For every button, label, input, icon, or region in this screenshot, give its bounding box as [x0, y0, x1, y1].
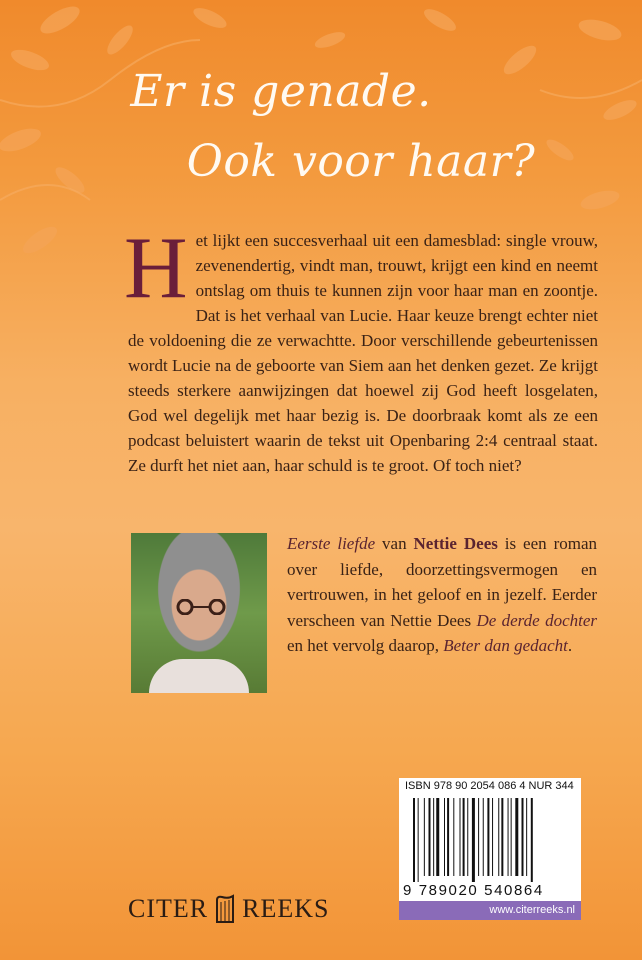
bio-author: Nettie Dees	[413, 534, 498, 553]
bio-text: is een roman over liefde, doorzettingsvermogen en vertrouwen, in het geloof en in jezelf. Eerder verscheen van Nettie Dees	[287, 534, 597, 630]
author-shirt	[149, 659, 249, 693]
headline-line-1: Er is genade.	[130, 66, 432, 117]
bio-van: van	[375, 534, 414, 553]
bio-book-1: De derde dochter	[476, 610, 597, 630]
bio-end: .	[567, 636, 573, 655]
barcode-box	[399, 778, 581, 920]
publisher-logo	[128, 893, 329, 925]
bio-book-2: Beter dan gedacht	[443, 636, 568, 655]
author-bio	[287, 531, 597, 659]
bio-mid: en het vervolg daarop,	[287, 636, 444, 655]
barcode-bars	[413, 798, 569, 882]
isbn-text: ISBN 978 90 2054 086 4 NUR 344	[405, 780, 574, 792]
logo-right: REEKS	[242, 894, 330, 923]
barcode-digits: 9 789020 540864	[403, 882, 544, 899]
website-url: www.citerreeks.nl	[399, 901, 581, 920]
blurb-text: et lijkt een succesverhaal uit een damesblad: single vrouw, zevenendertig, vindt man, trouwt, krijgt een kind en neemt ontslag om thuis te kunnen zijn voor haar man en zoontje. Dat is het verhaal van Lucie. Haar keuze brengt echter niet de voldoening die ze verwachtte. Door verschillende gebeurtenissen wordt Lucie na de geboorte van Siem aan het denken gezet. Ze krijgt steeds sterkere aanwijzingen dat hoewel zij God heeft losgelaten, God wel degelijk met haar bezig is. De doorbraak komt als ze een podcast beluistert waarin de tekst uit Openbaring 2:4 centraal staat. Ze durft het niet aan, haar schuld is te groot. Of toch niet?	[128, 231, 598, 475]
blurb-paragraph	[124, 220, 598, 478]
author-photo	[131, 533, 267, 693]
harp-icon	[214, 894, 236, 924]
bio-title: Eerste liefde	[287, 534, 376, 553]
logo-left: CITER	[128, 894, 209, 923]
glasses-icon	[171, 599, 231, 615]
headline-line-2: Ook voor haar?	[186, 136, 536, 187]
drop-cap: H	[124, 220, 188, 317]
